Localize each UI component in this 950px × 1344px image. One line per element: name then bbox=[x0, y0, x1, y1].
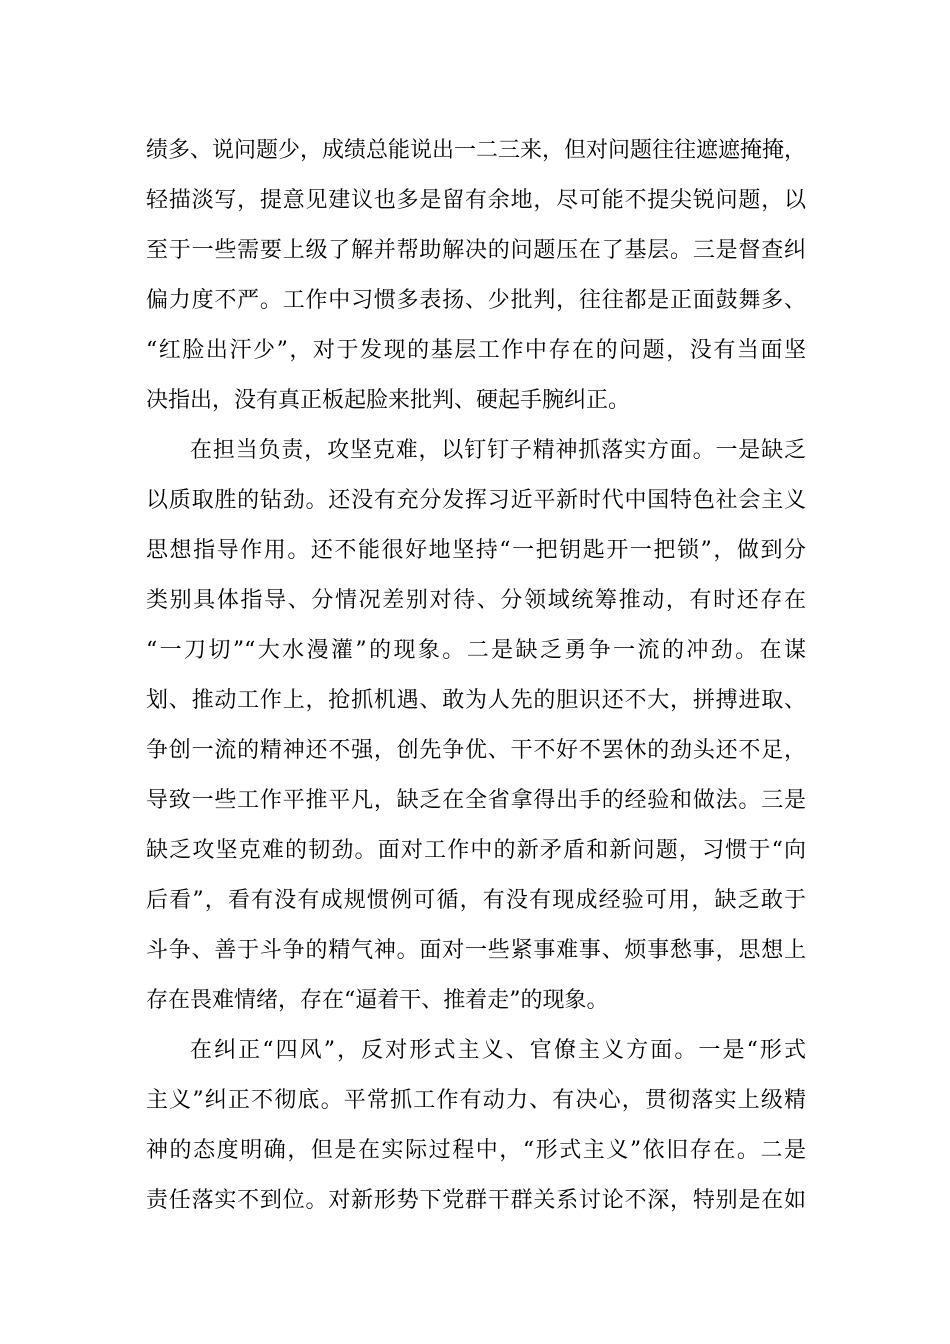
text-line: 至于一些需要上级了解并帮助解决的问题压在了基层。三是督查纠 bbox=[146, 238, 806, 263]
text-line: 划、推动工作上，抢抓机遇、敢为人先的胆识还不大，拼搏进取、 bbox=[146, 688, 806, 713]
paragraph-first-line: 在纠正“四风”，反对形式主义、官僚主义方面。一是“形式 bbox=[190, 1038, 806, 1063]
text-line: 绩多、说问题少，成绩总能说出一二三来，但对问题往往遮遮掩掩， bbox=[146, 138, 807, 163]
text-line: 偏力度不严。工作中习惯多表扬、少批判，往往都是正面鼓舞多、 bbox=[146, 288, 806, 313]
text-line: 思想指导作用。还不能很好地坚持“一把钥匙开一把锁”，做到分 bbox=[146, 538, 806, 563]
text-line: 类别具体指导、分情况差别对待、分领域统筹推动，有时还存在 bbox=[146, 588, 806, 613]
text-line: 神的态度明确，但是在实际过程中，“形式主义”依旧存在。二是 bbox=[146, 1138, 806, 1163]
text-line: 存在畏难情绪，存在“逼着干、推着走”的现象。 bbox=[146, 988, 609, 1013]
text-line: 决指出，没有真正板起脸来批判、硬起手腕纠正。 bbox=[146, 388, 631, 413]
text-line: 轻描淡写，提意见建议也多是留有余地，尽可能不提尖锐问题，以 bbox=[146, 188, 806, 213]
text-line: 后看”，看有没有成规惯例可循，有没有现成经验可用，缺乏敢于 bbox=[146, 888, 806, 913]
text-line: 责任落实不到位。对新形势下党群干群关系讨论不深，特别是在如 bbox=[146, 1188, 806, 1213]
document-body bbox=[146, 126, 806, 1226]
text-line: 斗争、善于斗争的精气神。面对一些紧事难事、烦事愁事，思想上 bbox=[146, 938, 806, 963]
text-line: 导致一些工作平推平凡，缺乏在全省拿得出手的经验和做法。三是 bbox=[146, 788, 806, 813]
text-line: 以质取胜的钻劲。还没有充分发挥习近平新时代中国特色社会主义 bbox=[146, 488, 806, 513]
text-line: “一刀切”“大水漫灌”的现象。二是缺乏勇争一流的冲劲。在谋 bbox=[146, 638, 806, 663]
text-line: 缺乏攻坚克难的韧劲。面对工作中的新矛盾和新问题，习惯于“向 bbox=[146, 838, 806, 863]
text-line: 主义”纠正不彻底。平常抓工作有动力、有决心，贯彻落实上级精 bbox=[146, 1088, 806, 1113]
text-line: “红脸出汗少”，对于发现的基层工作中存在的问题，没有当面坚 bbox=[146, 338, 806, 363]
text-line: 争创一流的精神还不强，创先争优、干不好不罢休的劲头还不足， bbox=[146, 738, 806, 763]
paragraph-first-line: 在担当负责，攻坚克难，以钉钉子精神抓落实方面。一是缺乏 bbox=[190, 438, 806, 463]
